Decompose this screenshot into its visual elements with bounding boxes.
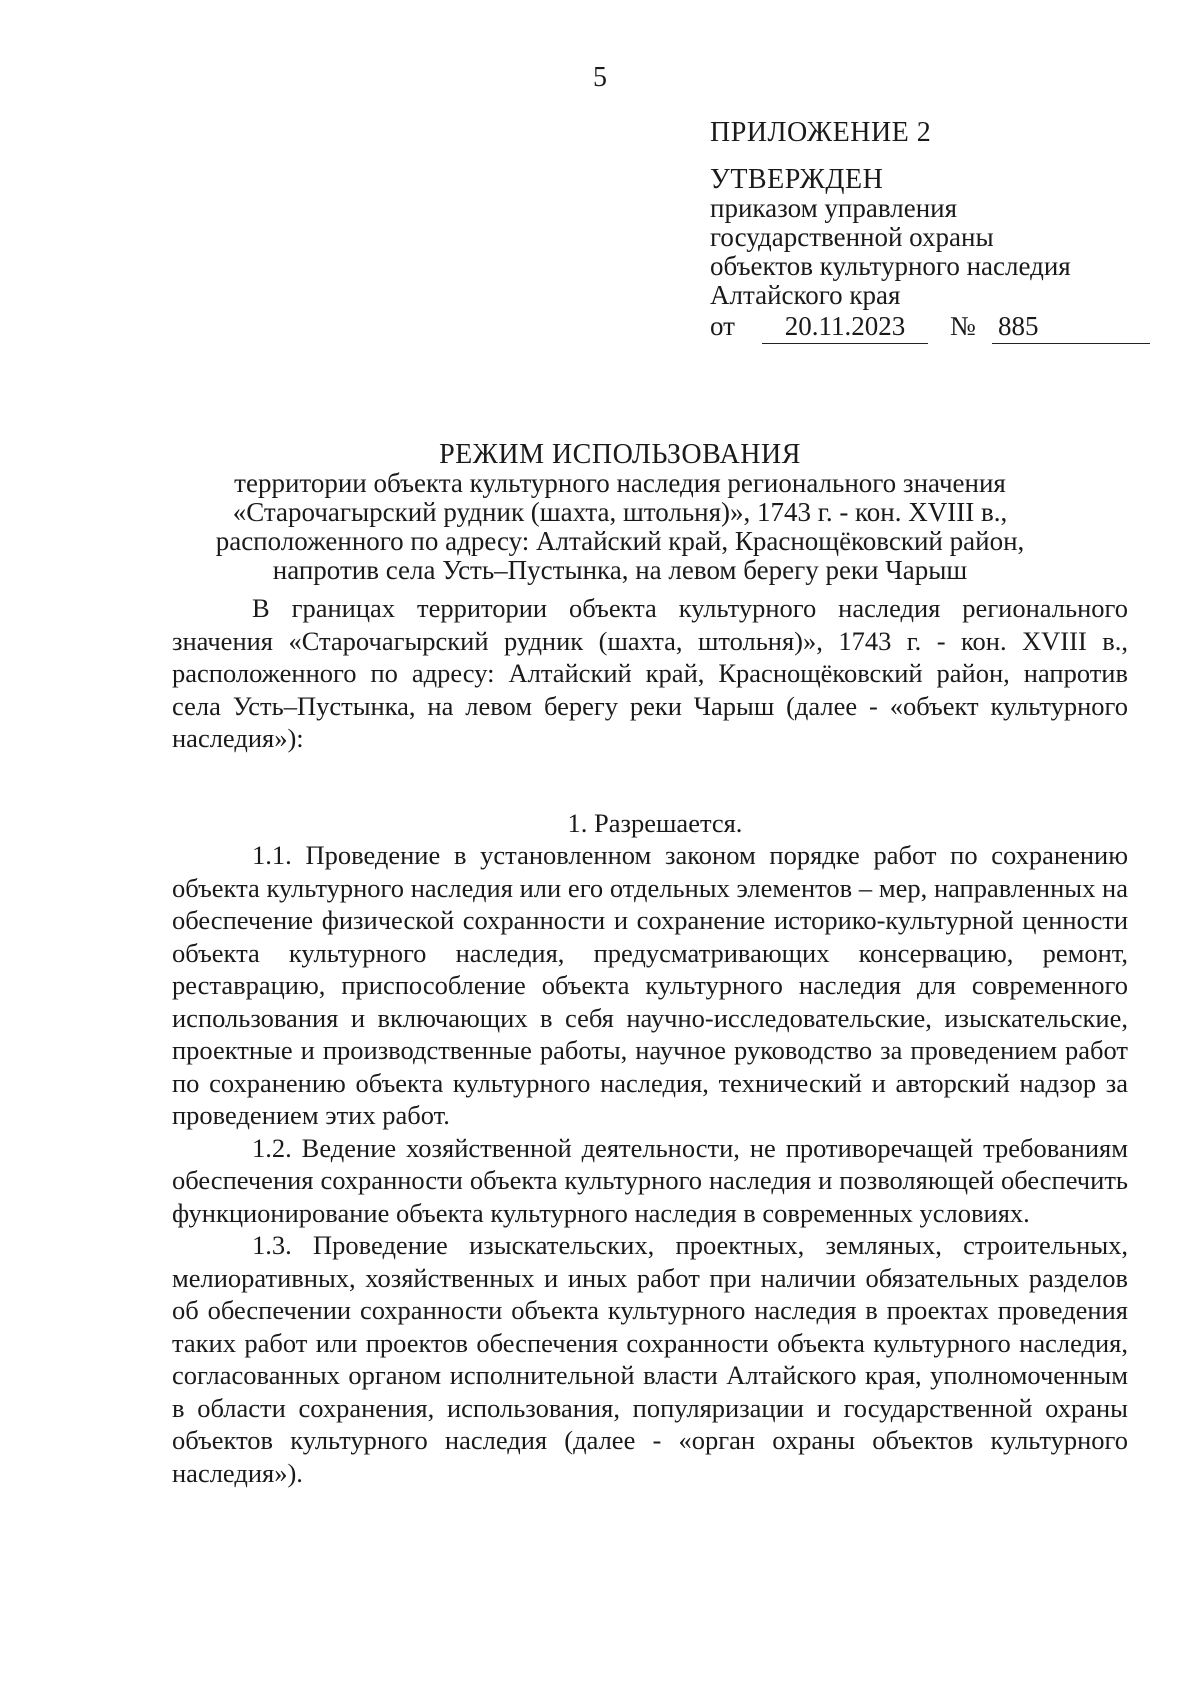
appendix-label: ПРИЛОЖЕНИЕ 2: [710, 117, 932, 148]
approval-line: объектов культурного наследия: [710, 251, 1071, 281]
approval-date-row: [710, 312, 1150, 346]
number-label: №: [950, 311, 976, 341]
title-main: РЕЖИМ ИСПОЛЬЗОВАНИЯ: [439, 439, 801, 470]
title-line: «Старочагырский рудник (шахта, штольня)», 1743 г. - кон. XVIII в.,: [232, 497, 1008, 527]
section-heading: 1. Разрешается.: [567, 807, 743, 838]
approved-label: УТВЕРЖДЕН: [710, 164, 884, 195]
title-line: расположенного по адресу: Алтайский край, Краснощёковский район,: [215, 526, 1025, 556]
title-line: территории объекта культурного наследия регионального значения: [234, 468, 1006, 498]
item-1-2: 1.2. Ведение хозяйственной деятельности, не противоречащей требованиям обеспечения сохранности объекта культурного наследия и позволяющей обеспечить функционирование объекта культурного наследия в современных условиях.: [172, 1132, 1128, 1228]
document-body: [172, 592, 1128, 1489]
approval-date: 20.11.2023: [762, 312, 928, 344]
page-number: 5: [593, 62, 607, 93]
approval-block: [710, 118, 1150, 346]
from-label: от: [710, 311, 735, 341]
title-line: напротив села Усть–Пустынка, на левом берегу реки Чарыш: [272, 555, 968, 585]
intro-paragraph: В границах территории объекта культурного наследия регионального значения «Старочагырский рудник (шахта, штольня)», 1743 г. - кон. XVIII в., расположенного по адресу: Алтайский край, Краснощёковский район, напротив села Усть–Пустынка, на левом берегу реки Чарыш (далее - «объект культурного наследия»):: [172, 593, 1128, 753]
approval-number: 885: [992, 312, 1150, 344]
approval-line: приказом управления: [710, 193, 958, 223]
document-title: [160, 440, 1080, 585]
item-1-3: 1.3. Проведение изыскательских, проектных, земляных, строительных, мелиоративных, хозяйственных и иных работ при наличии обязательных разделов об обеспечении сохранности объекта культурного наследия в проектах проведения таких работ или проектов обеспечения сохранности объекта культурного наследия, согласованных органом исполнительной власти Алтайского края, уполномоченным в области сохранения, использования, популяризации и государственной охраны объектов культурного наследия (далее - «орган охраны объектов культурного наследия»).: [172, 1230, 1128, 1488]
approval-line: Алтайского края: [710, 280, 901, 310]
approval-line: государственной охраны: [710, 222, 994, 252]
item-1-1: 1.1. Проведение в установленном законом порядке работ по сохранению объекта культурного наследия или его отдельных элементов – мер, направленных на обеспечение физической сохранности и сохранение историко-культурной ценности объекта культурного наследия, предусматривающих консервацию, ремонт, реставрацию, приспособление объекта культурного наследия для современного использования и включающих в себя научно-исследовательские, изыскательские, проектные и производственные работы, научное руководство за проведением работ по сохранению объекта культурного наследия, технический и авторский надзор за проведением этих работ.: [172, 840, 1128, 1130]
